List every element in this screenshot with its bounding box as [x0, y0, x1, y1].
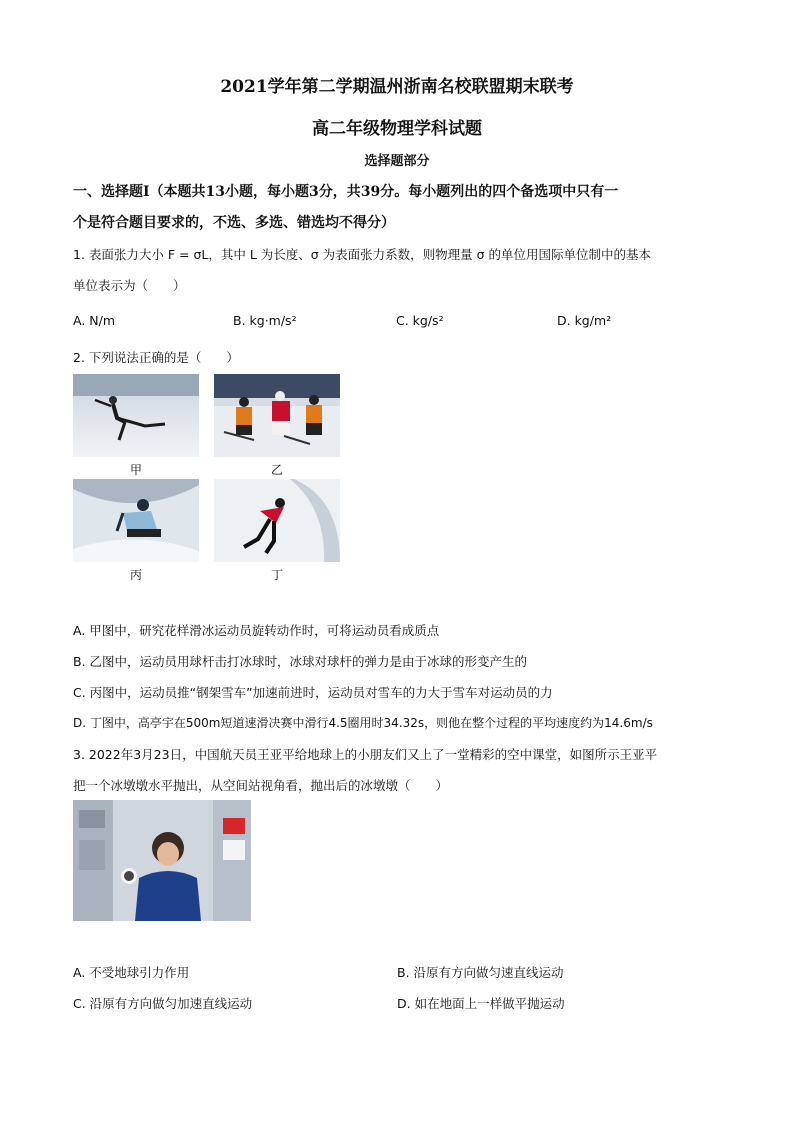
- q2-option-a[interactable]: A. 甲图中，研究花样滑冰运动员旋转动作时，可将运动员看成质点: [73, 623, 440, 638]
- q1-option-a[interactable]: A. N/m: [73, 313, 116, 328]
- ice-hockey-photo: [214, 374, 340, 457]
- q1-stem-line1: 1. 表面张力大小 F = σL，其中 L 为长度、σ 为表面张力系数，则物理量 σ 的单位用国际单位制中的基本: [73, 247, 652, 262]
- space-station-photo: [73, 800, 251, 921]
- caption-ding: 丁: [270, 568, 283, 582]
- part1-heading-line1: 一、选择题Ⅰ（本题共13小题，每小题3分，共39分。每小题列出的四个备选项中只有一: [73, 184, 619, 200]
- q3-option-c[interactable]: C. 沿原有方向做匀加速直线运动: [73, 996, 253, 1011]
- exam-subtitle: 高二年级物理学科试题: [312, 119, 482, 139]
- q3-option-a[interactable]: A. 不受地球引力作用: [73, 965, 190, 980]
- q2-stem: 2. 下列说法正确的是（ ）: [73, 350, 239, 365]
- q2-option-c[interactable]: C. 丙图中，运动员推“钢架雪车”加速前进时，运动员对雪车的力大于雪车对运动员的力: [73, 685, 553, 700]
- q3-option-d[interactable]: D. 如在地面上一样做平抛运动: [397, 996, 565, 1011]
- q1-option-d[interactable]: D. kg/m²: [557, 313, 612, 328]
- q1-stem-line2: 单位表示为（ ）: [73, 278, 186, 293]
- q1-option-c[interactable]: C. kg/s²: [396, 313, 444, 328]
- q3-option-b[interactable]: B. 沿原有方向做匀速直线运动: [397, 965, 564, 980]
- caption-yi: 乙: [270, 463, 283, 477]
- part1-heading-line2: 个是符合题目要求的，不选、多选、错选均不得分）: [73, 215, 395, 231]
- skeleton-sled-photo: [73, 479, 199, 562]
- speed-skating-photo: [214, 479, 340, 562]
- section-label: 选择题部分: [364, 154, 430, 169]
- q3-stem-line1: 3. 2022年3月23日，中国航天员王亚平给地球上的小朋友们又上了一堂精彩的空中课堂，如图所示王亚平: [73, 747, 658, 762]
- caption-bing: 丙: [129, 568, 142, 582]
- q2-option-b[interactable]: B. 乙图中，运动员用球杆击打冰球时，冰球对球杆的弹力是由于冰球的形变产生的: [73, 654, 528, 669]
- q2-option-d[interactable]: D. 丁图中，高亭宇在500m短道速滑决赛中滑行4.5圈用时34.32s，则他在整个过程的平均速度约为14.6m/s: [73, 716, 653, 730]
- figure-skating-photo: [73, 374, 199, 457]
- q1-option-b[interactable]: B. kg·m/s²: [233, 313, 297, 328]
- exam-title: 2021学年第二学期温州浙南名校联盟期末联考: [220, 77, 574, 97]
- q3-stem-line2: 把一个冰墩墩水平抛出，从空间站视角看，抛出后的冰墩墩（ ）: [73, 778, 449, 793]
- caption-jia: 甲: [129, 463, 142, 477]
